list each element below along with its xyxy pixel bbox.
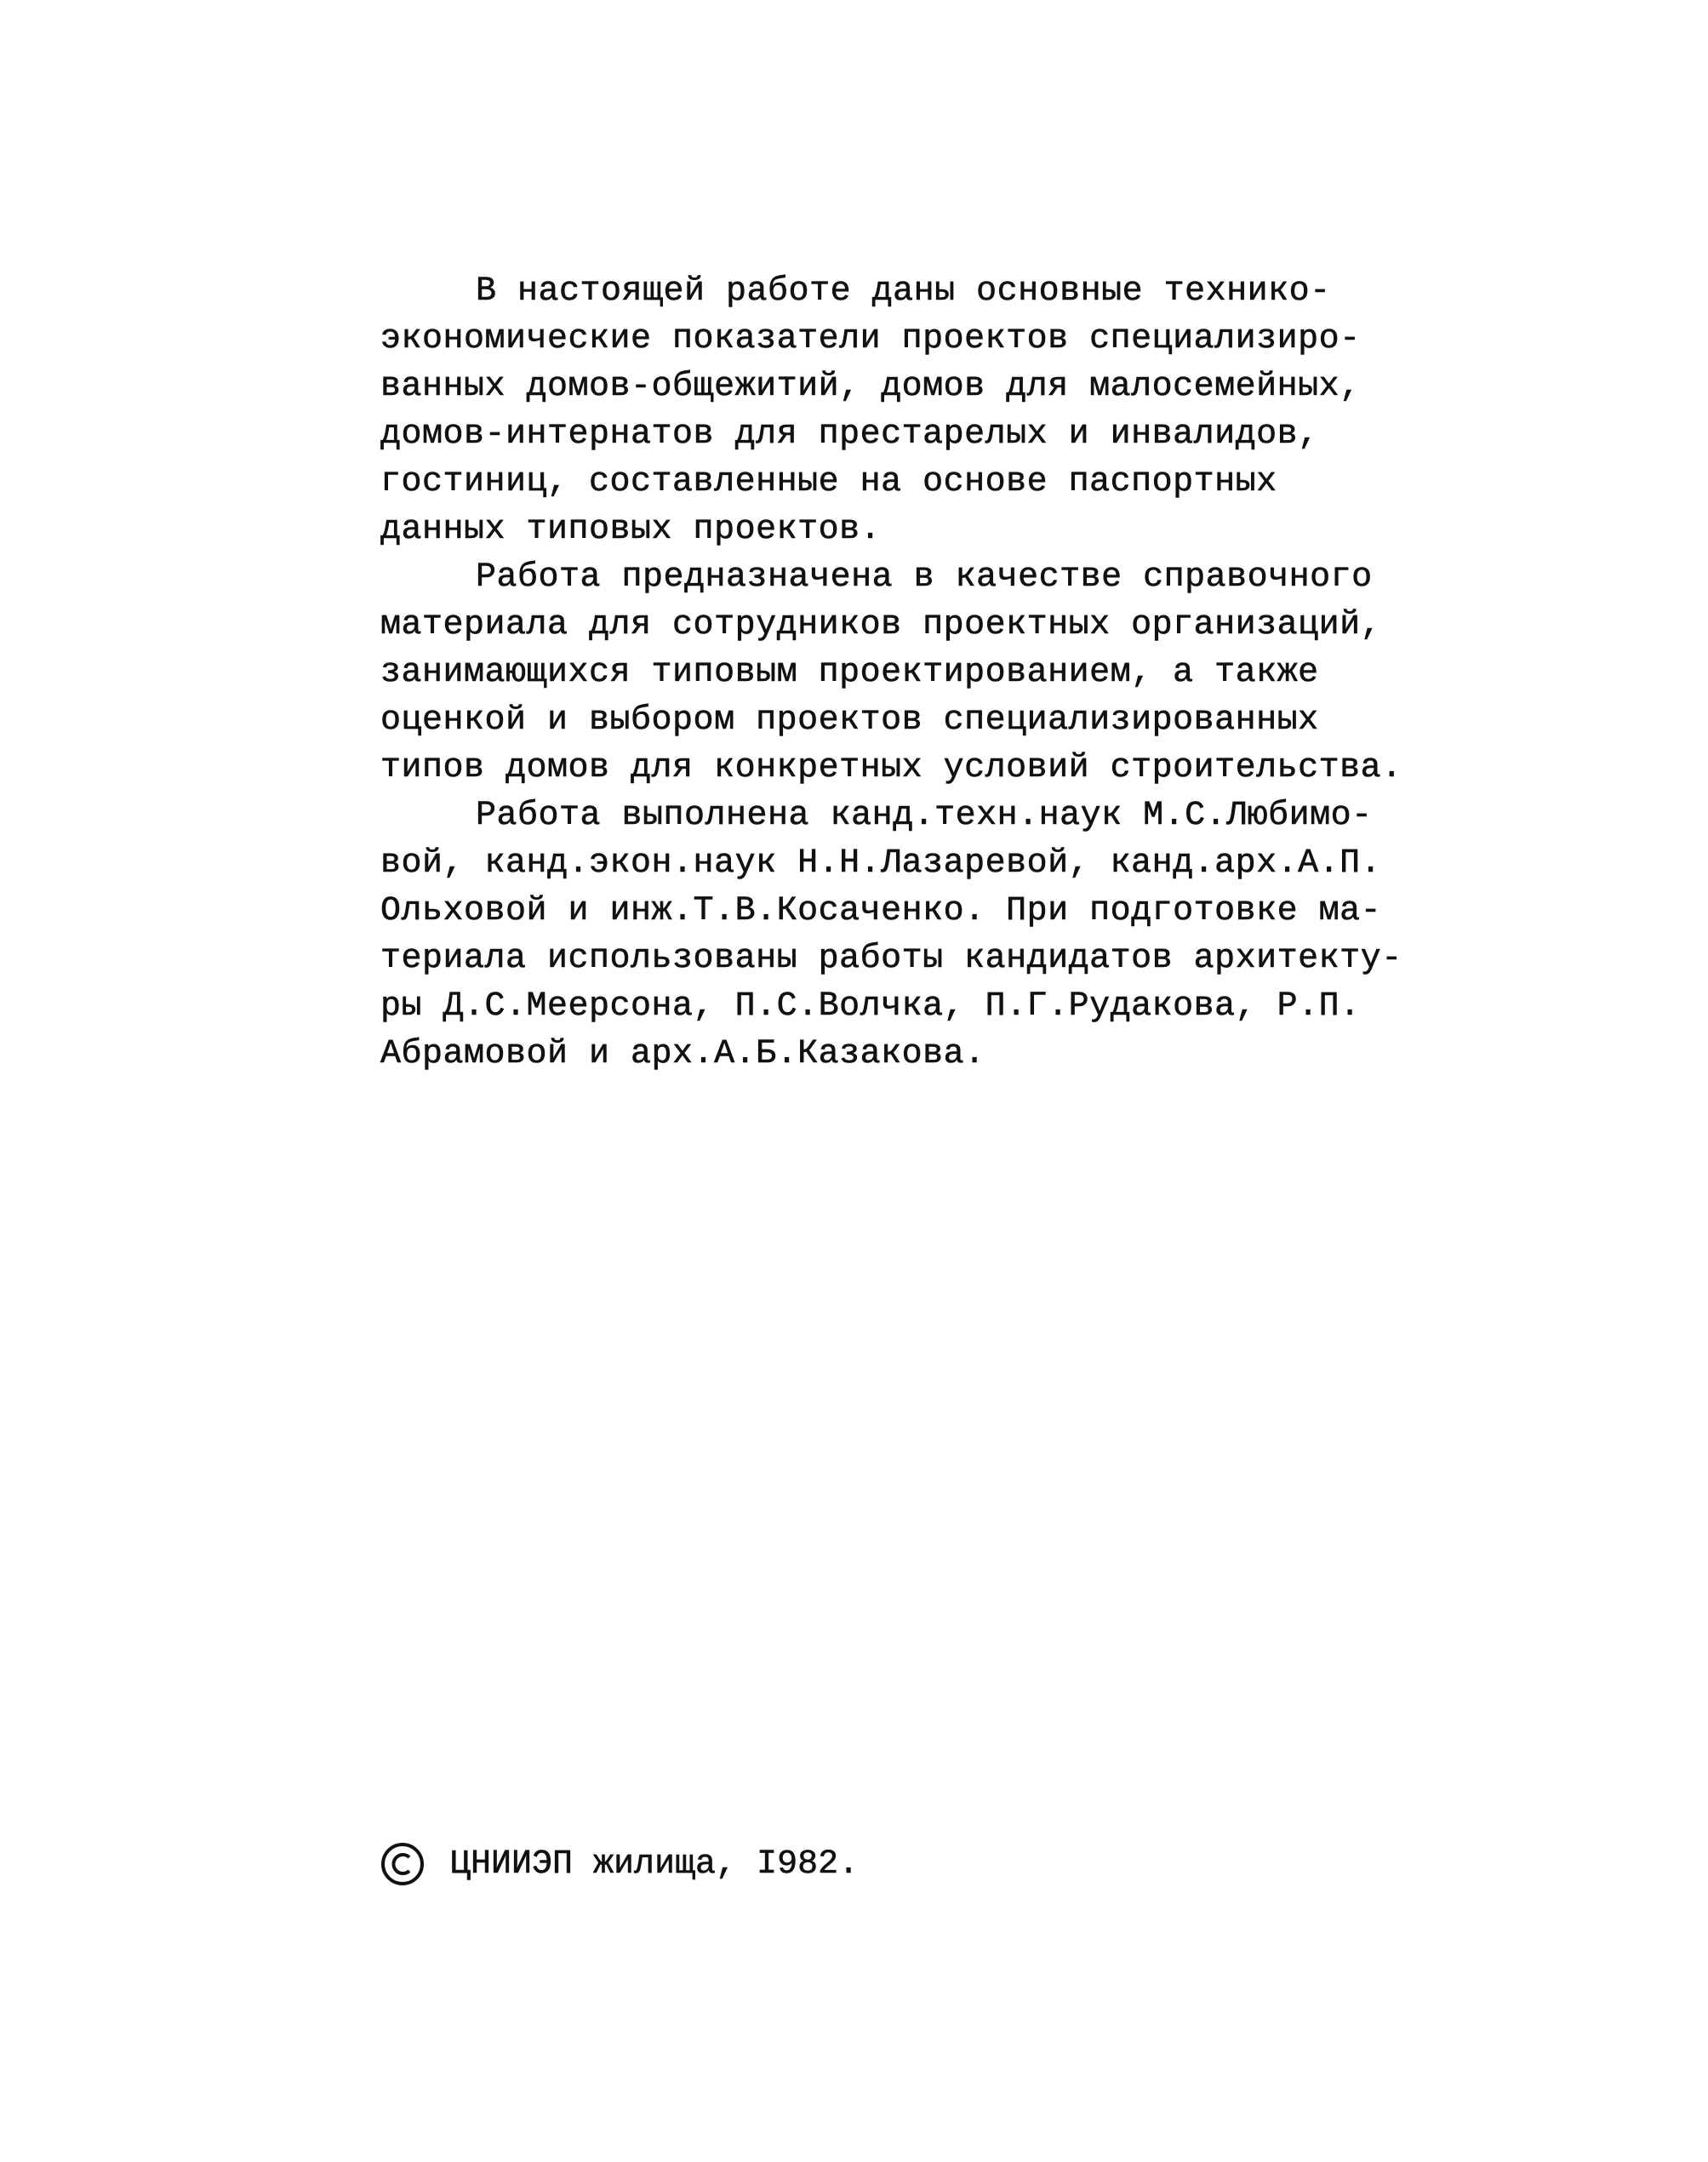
text-line: Ольховой и инж.Т.В.Косаченко. При подготовке ма- [380, 892, 1382, 930]
text-line: домов-интернатов для престарелых и инвалидов, [380, 415, 1319, 454]
text-line: занимающихся типовым проектированием, а также [380, 654, 1319, 692]
text-line: типов домов для конкретных условий строительства. [380, 749, 1402, 787]
text-line: териала использованы работы кандидатов архитекту- [380, 940, 1402, 978]
text-line: экономические показатели проектов специализиро- [380, 320, 1361, 358]
text-line: материала для сотрудников проектных организаций, [380, 606, 1382, 644]
text-line: ры Д.С.Меерсона, П.С.Волчка, П.Г.Рудакова, Р.П. [380, 987, 1361, 1026]
text-line: гостиниц, составленные на основе паспортных [380, 463, 1277, 501]
body-text [380, 268, 1402, 1078]
copyright-text: ЦНИИЭП жилища, I982. [450, 1845, 860, 1884]
text-line: Работа выполнена канд.техн.наук М.С.Любимо- [476, 797, 1373, 835]
text-line: оценкой и выбором проектов специализированных [380, 701, 1319, 740]
text-line: Работа предназначена в качестве справочного [476, 558, 1373, 597]
text-line: Абрамовой и арх.А.Б.Казакова. [380, 1035, 985, 1073]
text-line: вой, канд.экон.наук Н.Н.Лазаревой, канд.арх.А.П. [380, 844, 1382, 883]
text-line: данных типовых проектов. [380, 511, 882, 549]
text-line: В настоящей работе даны основные технико- [476, 272, 1331, 311]
copyright-notice [380, 1839, 859, 1890]
copyright-icon [380, 1842, 425, 1886]
text-line: ванных домов-общежитий, домов для малосемейных, [380, 368, 1361, 406]
